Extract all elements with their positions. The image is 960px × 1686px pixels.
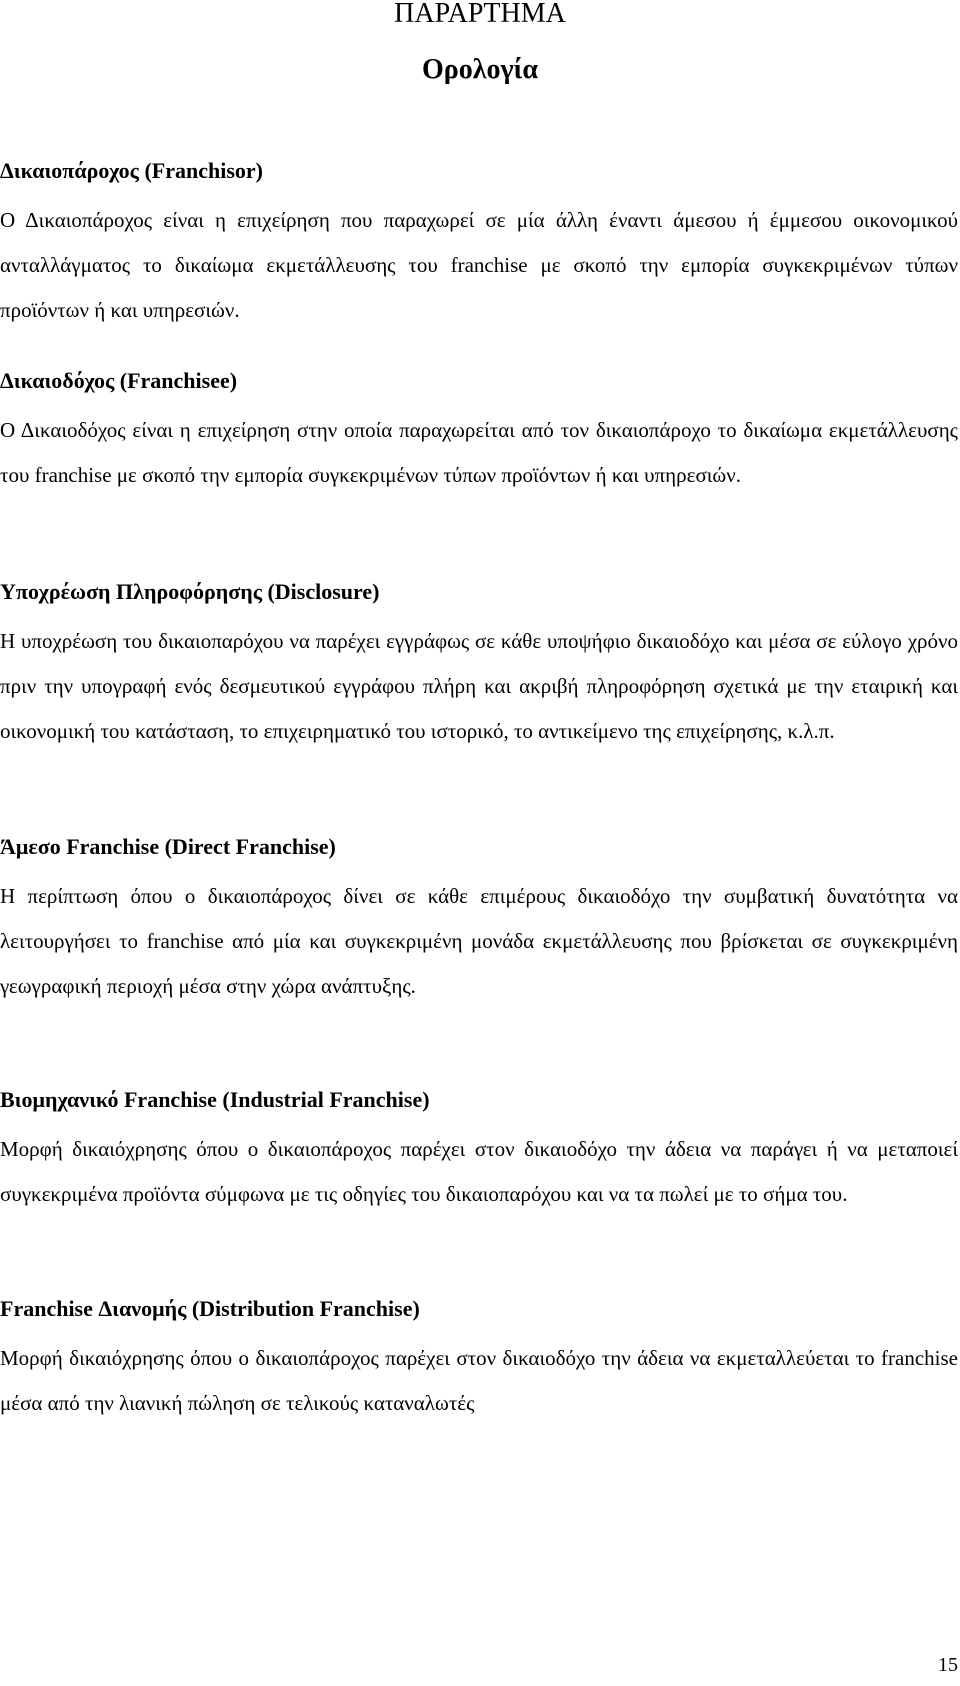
term-section-industrial-franchise bbox=[0, 1087, 958, 1217]
term-heading: Δικαιοπάροχος (Franchisor) bbox=[0, 158, 263, 183]
term-heading: Δικαιοδόχος (Franchisee) bbox=[0, 368, 238, 393]
term-heading: Franchise Διανομής (Distribution Franchise) bbox=[0, 1296, 420, 1321]
term-heading: Υποχρέωση Πληροφόρησης (Disclosure) bbox=[0, 579, 380, 604]
term-section-franchisee bbox=[0, 368, 958, 498]
term-heading: Άμεσο Franchise (Direct Franchise) bbox=[0, 834, 336, 859]
term-section-franchisor bbox=[0, 158, 958, 333]
term-heading: Βιομηχανικό Franchise (Industrial Franchise) bbox=[0, 1087, 430, 1112]
term-definition: Η περίπτωση όπου ο δικαιοπάροχος δίνει σε κάθε επιμέρους δικαιοδόχο την συμβατική δυνατότητα να λειτουργήσει το franchise από μία και συγκεκριμένη μονάδα εκμετάλλευσης που βρίσκεται σε συγκεκριμένη γεωγραφική περιοχή μέσα στην χώρα ανάπτυξης. bbox=[0, 884, 958, 998]
term-section-direct-franchise bbox=[0, 834, 958, 1009]
page-subtitle: Ορολογία bbox=[422, 54, 538, 85]
term-definition: Ο Δικαιοδόχος είναι η επιχείρηση στην οποία παραχωρείται από τον δικαιοπάροχο το δικαίωμα εκμετάλλευσης του franchise με σκοπό την εμπορία συγκεκριμένων τύπων προϊόντων ή και υπηρεσιών. bbox=[0, 418, 958, 487]
term-definition: Μορφή δικαιόχρησης όπου ο δικαιοπάροχος παρέχει στον δικαιοδόχο την άδεια να εκμεταλλεύεται το franchise μέσα από την λιανική πώληση σε τελικούς καταναλωτές bbox=[0, 1346, 958, 1415]
page-title: ΠΑΡΑΡΤΗΜΑ bbox=[394, 0, 566, 29]
term-definition: Μορφή δικαιόχρησης όπου ο δικαιοπάροχος παρέχει στον δικαιοδόχο την άδεια να παράγει ή να μεταποιεί συγκεκριμένα προϊόντα σύμφωνα με τις οδηγίες του δικαιοπαρόχου και να τα πωλεί με το σήμα του. bbox=[0, 1137, 958, 1206]
term-section-distribution-franchise bbox=[0, 1296, 958, 1426]
term-section-disclosure bbox=[0, 579, 958, 754]
term-definition: Η υποχρέωση του δικαιοπαρόχου να παρέχει εγγράφως σε κάθε υποψήφιο δικαιοδόχο και μέσα σε εύλογο χρόνο πριν την υπογραφή ενός δεσμευτικού εγγράφου πλήρη και ακριβή πληροφόρηση σχετικά με την εταιρική και οικονομική του κατάσταση, το επιχειρηματικό του ιστορικό, το αντικείμενο της επιχείρησης, κ.λ.π. bbox=[0, 629, 958, 743]
term-definition: Ο Δικαιοπάροχος είναι η επιχείρηση που παραχωρεί σε μία άλλη έναντι άμεσου ή έμμεσου οικονομικού ανταλλάγματος το δικαίωμα εκμετάλλευσης του franchise με σκοπό την εμπορία συγκεκριμένων τύπων προϊόντων ή και υπηρεσιών. bbox=[0, 208, 958, 322]
page-number: 15 bbox=[938, 1654, 958, 1676]
